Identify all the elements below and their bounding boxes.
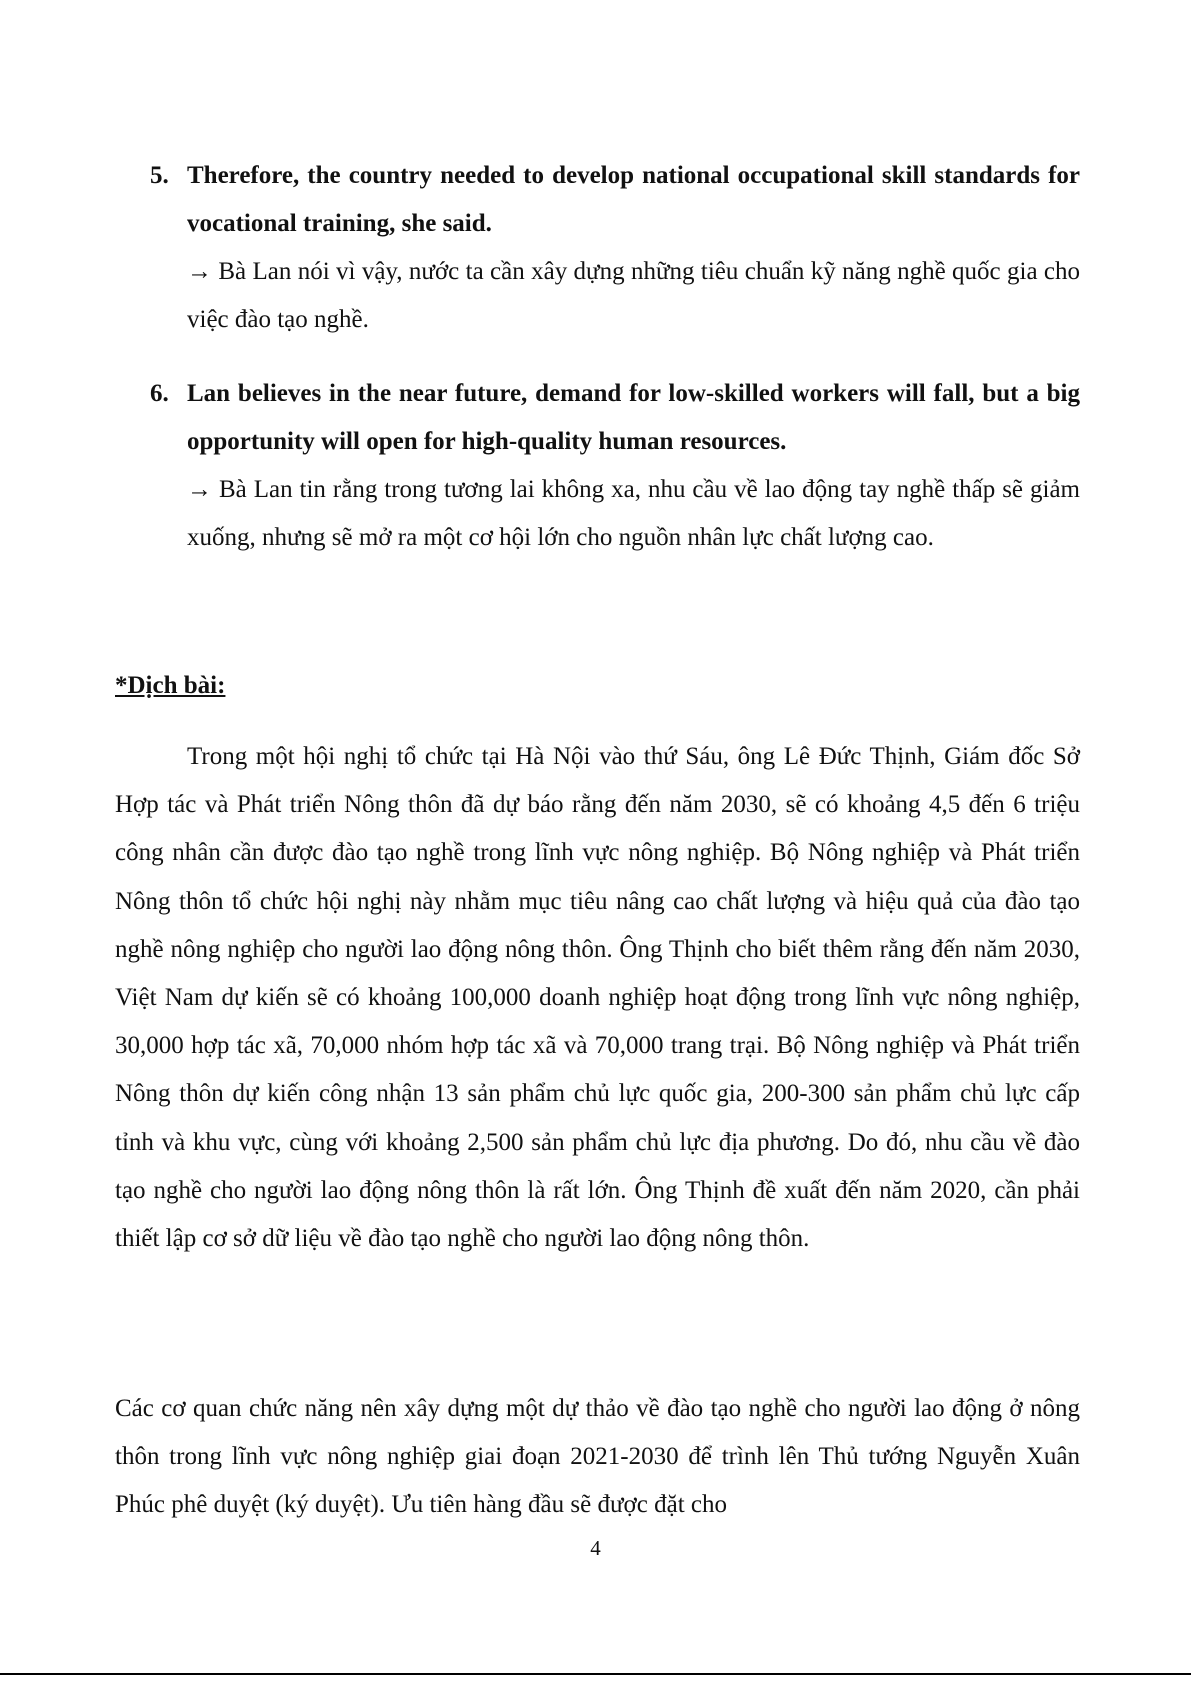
translation-paragraph: Trong một hội nghị tổ chức tại Hà Nội vào thứ Sáu, ông Lê Đức Thịnh, Giám đốc Sở Hợp tác và Phát triển Nông thôn đã dự báo rằng đến năm 2030, sẽ có khoảng 4,5 đến 6 triệu công nhân cần được đào tạo nghề trong lĩnh vực nông nghiệp. Bộ Nông nghiệp và Phát triển Nông thôn tổ chức hội nghị này nhằm mục tiêu nâng cao chất lượng và hiệu quả của đào tạo nghề nông nghiệp cho người lao động nông thôn. Ông Thịnh cho biết thêm rằng đến năm 2030, Việt Nam dự kiến sẽ có khoảng 100,000 doanh nghiệp hoạt động trong lĩnh vực nông nghiệp, 30,000 hợp tác xã, 70,000 nhóm hợp tác xã và 70,000 trang trại. Bộ Nông nghiệp và Phát triển Nông thôn dự kiến công nhận 13 sản phẩm chủ lực quốc gia, 200-300 sản phẩm chủ lực cấp tỉnh và khu vực, cùng với khoảng 2,500 sản phẩm chủ lực địa phương. Do đó, nhu cầu về đào tạo nghề cho người lao động nông thôn là rất lớn. Ông Thịnh đề xuất đến năm 2020, cần phải thiết lập cơ sở dữ liệu về đào tạo nghề cho người lao động nông thôn. (115, 743, 1080, 1253)
vietnamese-translation: → Bà Lan nói vì vậy, nước ta cần xây dựng những tiêu chuẩn kỹ năng nghề quốc gia cho việc đào tạo nghề. (187, 258, 1080, 333)
page-number: 4 (590, 1536, 601, 1560)
vietnamese-translation: → Bà Lan tin rằng trong tương lai không xa, nhu cầu về lao động tay nghề thấp sẽ giảm xuống, nhưng sẽ mở ra một cơ hội lớn cho nguồn nhân lực chất lượng cao. (187, 476, 1080, 551)
section-heading: *Dịch bài: (115, 672, 226, 699)
list-item-number: 5. (150, 162, 169, 189)
list-item-number: 6. (150, 380, 169, 407)
english-sentence: Therefore, the country needed to develop national occupational skill standards for vocational training, she said. (187, 162, 1080, 237)
english-sentence: Lan believes in the near future, demand for low-skilled workers will fall, but a big opportunity will open for high-quality human resources. (187, 380, 1080, 455)
list-item-body (187, 370, 1080, 562)
list-item-body (187, 152, 1080, 344)
translation-paragraph: Các cơ quan chức năng nên xây dựng một dự thảo về đào tạo nghề cho người lao động ở nông thôn trong lĩnh vực nông nghiệp giai đoạn 2021-2030 để trình lên Thủ tướng Nguyễn Xuân Phúc phê duyệt (ký duyệt). Ưu tiên hàng đầu sẽ được đặt cho (115, 1395, 1080, 1519)
footer-divider (0, 1673, 1191, 1675)
